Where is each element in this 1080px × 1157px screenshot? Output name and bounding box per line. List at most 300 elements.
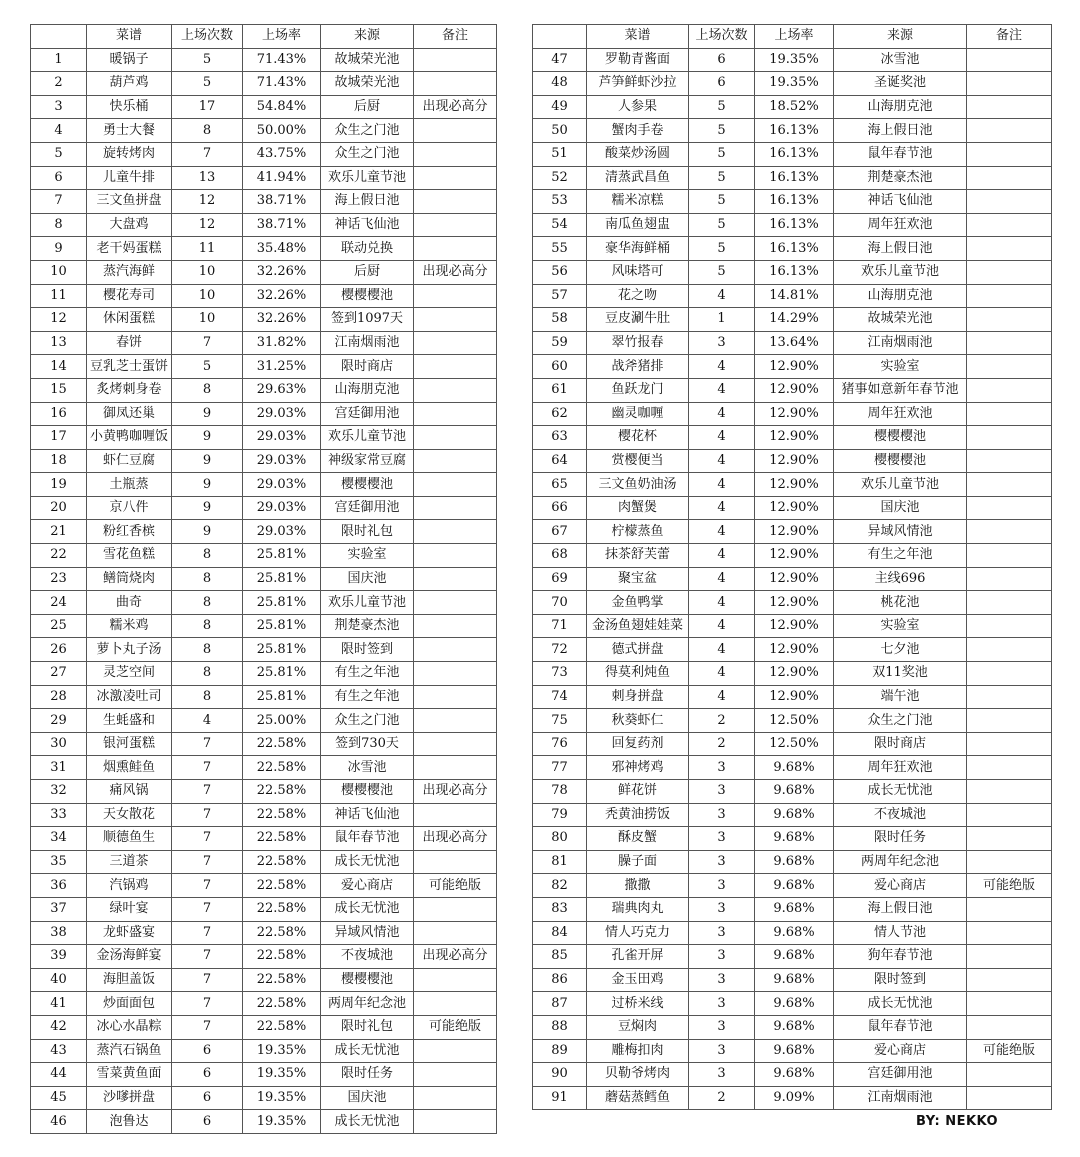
recipe-name-cell: 邪神烤鸡: [587, 756, 689, 780]
appearance-count-cell: 3: [689, 850, 755, 874]
appearance-count-cell: 4: [689, 591, 755, 615]
source-cell: 江南烟雨池: [321, 331, 414, 355]
index-cell: 43: [31, 1039, 87, 1063]
note-cell: [414, 166, 497, 190]
table-row: [31, 473, 497, 497]
index-cell: 5: [31, 142, 87, 166]
appearance-count-cell: 12: [172, 190, 243, 214]
appearance-rate-cell: 16.13%: [755, 166, 834, 190]
table-row: [31, 897, 497, 921]
source-cell: 海上假日池: [321, 190, 414, 214]
source-cell: 冰雪池: [321, 756, 414, 780]
appearance-rate-cell: 22.58%: [243, 897, 321, 921]
appearance-rate-cell: 9.68%: [755, 1063, 834, 1087]
note-cell: [967, 638, 1052, 662]
recipe-name-cell: 休闲蛋糕: [87, 308, 172, 332]
source-cell: 海上假日池: [834, 897, 967, 921]
note-cell: [414, 119, 497, 143]
source-cell: 异域风情池: [834, 520, 967, 544]
note-cell: [967, 142, 1052, 166]
table-row: [31, 142, 497, 166]
column-header: 来源: [321, 25, 414, 49]
index-cell: 91: [533, 1086, 587, 1110]
source-cell: 主线696: [834, 567, 967, 591]
source-cell: 七夕池: [834, 638, 967, 662]
index-cell: 69: [533, 567, 587, 591]
appearance-count-cell: 4: [689, 355, 755, 379]
index-cell: 57: [533, 284, 587, 308]
source-cell: 国庆池: [834, 496, 967, 520]
appearance-rate-cell: 19.35%: [243, 1063, 321, 1087]
note-cell: [414, 331, 497, 355]
note-cell: [967, 237, 1052, 261]
appearance-count-cell: 6: [172, 1086, 243, 1110]
index-cell: 67: [533, 520, 587, 544]
recipe-name-cell: 芦笋鲜虾沙拉: [587, 72, 689, 96]
note-cell: [414, 355, 497, 379]
appearance-count-cell: 4: [689, 685, 755, 709]
source-cell: 故城荣光池: [321, 48, 414, 72]
index-cell: 58: [533, 308, 587, 332]
appearance-count-cell: 2: [689, 732, 755, 756]
appearance-count-cell: 4: [689, 426, 755, 450]
index-cell: 84: [533, 921, 587, 945]
index-cell: 10: [31, 260, 87, 284]
index-cell: 26: [31, 638, 87, 662]
table-row: [533, 426, 1052, 450]
index-cell: 74: [533, 685, 587, 709]
table-row: [533, 473, 1052, 497]
recipe-name-cell: 鲜花饼: [587, 780, 689, 804]
recipe-name-cell: 清蒸武昌鱼: [587, 166, 689, 190]
source-cell: 实验室: [834, 614, 967, 638]
source-cell: 不夜城池: [321, 945, 414, 969]
index-cell: 62: [533, 402, 587, 426]
table-row: [31, 544, 497, 568]
recipe-name-cell: 柠檬蒸鱼: [587, 520, 689, 544]
appearance-count-cell: 5: [689, 166, 755, 190]
appearance-rate-cell: 12.90%: [755, 544, 834, 568]
source-cell: 爱心商店: [834, 1039, 967, 1063]
appearance-rate-cell: 35.48%: [243, 237, 321, 261]
source-cell: 狗年春节池: [834, 945, 967, 969]
source-cell: 荆楚豪杰池: [834, 166, 967, 190]
recipe-name-cell: 樱花杯: [587, 426, 689, 450]
recipe-name-cell: 德式拼盘: [587, 638, 689, 662]
appearance-rate-cell: 16.13%: [755, 237, 834, 261]
recipe-name-cell: 秋葵虾仁: [587, 709, 689, 733]
recipe-name-cell: 孔雀开屏: [587, 945, 689, 969]
recipe-name-cell: 聚宝盆: [587, 567, 689, 591]
index-cell: 27: [31, 662, 87, 686]
note-cell: [967, 331, 1052, 355]
recipe-name-cell: 雪菜黄鱼面: [87, 1063, 172, 1087]
index-cell: 88: [533, 1015, 587, 1039]
appearance-rate-cell: 22.58%: [243, 827, 321, 851]
appearance-count-cell: 5: [689, 142, 755, 166]
recipe-name-cell: 海胆盖饭: [87, 968, 172, 992]
index-cell: 20: [31, 496, 87, 520]
appearance-rate-cell: 32.26%: [243, 284, 321, 308]
table-row: [533, 685, 1052, 709]
table-row: [31, 308, 497, 332]
note-cell: [967, 591, 1052, 615]
index-cell: 75: [533, 709, 587, 733]
recipe-table-right: [532, 24, 1052, 1110]
index-cell: 90: [533, 1063, 587, 1087]
source-cell: 成长无忧池: [321, 1039, 414, 1063]
source-cell: 后厨: [321, 260, 414, 284]
source-cell: 欢乐儿童节池: [321, 426, 414, 450]
table-row: [533, 591, 1052, 615]
note-cell: 出现必高分: [414, 95, 497, 119]
appearance-rate-cell: 9.68%: [755, 850, 834, 874]
index-cell: 39: [31, 945, 87, 969]
table-row: [533, 449, 1052, 473]
index-cell: 14: [31, 355, 87, 379]
note-cell: [967, 1086, 1052, 1110]
appearance-count-cell: 5: [689, 260, 755, 284]
source-cell: 两周年纪念池: [321, 992, 414, 1016]
source-cell: 周年狂欢池: [834, 402, 967, 426]
appearance-rate-cell: 22.58%: [243, 945, 321, 969]
table-row: [533, 544, 1052, 568]
appearance-rate-cell: 12.90%: [755, 449, 834, 473]
recipe-name-cell: 小黄鸭咖喱饭: [87, 426, 172, 450]
source-cell: 成长无忧池: [834, 780, 967, 804]
appearance-rate-cell: 12.90%: [755, 591, 834, 615]
appearance-count-cell: 5: [172, 355, 243, 379]
column-header: 上场次数: [172, 25, 243, 49]
source-cell: 江南烟雨池: [834, 1086, 967, 1110]
source-cell: 限时签到: [834, 968, 967, 992]
index-cell: 18: [31, 449, 87, 473]
appearance-count-cell: 4: [689, 378, 755, 402]
note-cell: 出现必高分: [414, 827, 497, 851]
table-row: [533, 897, 1052, 921]
note-cell: [967, 850, 1052, 874]
appearance-rate-cell: 12.90%: [755, 638, 834, 662]
table-row: [31, 402, 497, 426]
table-row: [31, 190, 497, 214]
index-cell: 73: [533, 662, 587, 686]
appearance-count-cell: 6: [172, 1110, 243, 1134]
index-cell: 29: [31, 709, 87, 733]
note-cell: [967, 95, 1052, 119]
note-cell: [414, 190, 497, 214]
note-cell: [967, 473, 1052, 497]
recipe-name-cell: 绿叶宴: [87, 897, 172, 921]
recipe-name-cell: 酸菜炒汤圆: [587, 142, 689, 166]
note-cell: [414, 520, 497, 544]
note-cell: [967, 402, 1052, 426]
source-cell: 神话飞仙池: [321, 213, 414, 237]
source-cell: 鼠年春节池: [834, 1015, 967, 1039]
index-cell: 46: [31, 1110, 87, 1134]
index-cell: 6: [31, 166, 87, 190]
appearance-count-cell: 9: [172, 426, 243, 450]
appearance-count-cell: 7: [172, 780, 243, 804]
appearance-rate-cell: 41.94%: [243, 166, 321, 190]
source-cell: 海上假日池: [834, 237, 967, 261]
recipe-name-cell: 赏樱便当: [587, 449, 689, 473]
source-cell: 故城荣光池: [321, 72, 414, 96]
source-cell: 联动兑换: [321, 237, 414, 261]
source-cell: 成长无忧池: [321, 850, 414, 874]
table-row: [31, 284, 497, 308]
source-cell: 成长无忧池: [321, 1110, 414, 1134]
appearance-rate-cell: 9.68%: [755, 827, 834, 851]
table-row: [533, 1086, 1052, 1110]
appearance-rate-cell: 9.68%: [755, 992, 834, 1016]
index-cell: 44: [31, 1063, 87, 1087]
recipe-name-cell: 回复药剂: [587, 732, 689, 756]
source-cell: 国庆池: [321, 1086, 414, 1110]
appearance-count-cell: 6: [689, 48, 755, 72]
appearance-count-cell: 3: [689, 945, 755, 969]
recipe-name-cell: 糯米凉糕: [587, 190, 689, 214]
table-row: [533, 402, 1052, 426]
column-header: [533, 25, 587, 49]
appearance-rate-cell: 38.71%: [243, 213, 321, 237]
source-cell: 桃花池: [834, 591, 967, 615]
table-row: [533, 992, 1052, 1016]
appearance-rate-cell: 19.35%: [755, 48, 834, 72]
recipe-name-cell: 蒸汽海鲜: [87, 260, 172, 284]
appearance-count-cell: 7: [172, 142, 243, 166]
note-cell: [414, 426, 497, 450]
index-cell: 23: [31, 567, 87, 591]
source-cell: 樱樱樱池: [321, 284, 414, 308]
note-cell: [414, 142, 497, 166]
appearance-rate-cell: 25.81%: [243, 662, 321, 686]
appearance-rate-cell: 25.81%: [243, 614, 321, 638]
note-cell: 可能绝版: [414, 1015, 497, 1039]
note-cell: 可能绝版: [967, 1039, 1052, 1063]
note-cell: [414, 213, 497, 237]
recipe-name-cell: 烟熏鲑鱼: [87, 756, 172, 780]
note-cell: [967, 803, 1052, 827]
source-cell: 实验室: [834, 355, 967, 379]
appearance-count-cell: 6: [172, 1063, 243, 1087]
index-cell: 77: [533, 756, 587, 780]
source-cell: 神级家常豆腐: [321, 449, 414, 473]
appearance-count-cell: 7: [172, 850, 243, 874]
note-cell: [967, 732, 1052, 756]
recipe-name-cell: 人参果: [587, 95, 689, 119]
appearance-rate-cell: 22.58%: [243, 850, 321, 874]
appearance-rate-cell: 38.71%: [243, 190, 321, 214]
recipe-name-cell: 快乐桶: [87, 95, 172, 119]
recipe-name-cell: 银河蛋糕: [87, 732, 172, 756]
appearance-count-cell: 9: [172, 473, 243, 497]
table-row: [533, 166, 1052, 190]
appearance-count-cell: 5: [172, 48, 243, 72]
source-cell: 鼠年春节池: [321, 827, 414, 851]
note-cell: [414, 1039, 497, 1063]
source-cell: 众生之门池: [321, 709, 414, 733]
source-cell: 宫廷御用池: [321, 496, 414, 520]
note-cell: [967, 685, 1052, 709]
note-cell: [414, 284, 497, 308]
recipe-name-cell: 勇士大餐: [87, 119, 172, 143]
appearance-count-cell: 9: [172, 449, 243, 473]
appearance-count-cell: 4: [689, 449, 755, 473]
recipe-name-cell: 炒面面包: [87, 992, 172, 1016]
source-cell: 樱樱樱池: [321, 780, 414, 804]
appearance-count-cell: 7: [172, 968, 243, 992]
appearance-rate-cell: 22.58%: [243, 968, 321, 992]
index-cell: 55: [533, 237, 587, 261]
source-cell: 樱樱樱池: [321, 968, 414, 992]
recipe-name-cell: 大盘鸡: [87, 213, 172, 237]
table-row: [533, 662, 1052, 686]
index-cell: 78: [533, 780, 587, 804]
note-cell: 出现必高分: [414, 260, 497, 284]
appearance-rate-cell: 12.90%: [755, 426, 834, 450]
note-cell: [414, 638, 497, 662]
recipe-name-cell: 京八件: [87, 496, 172, 520]
appearance-rate-cell: 13.64%: [755, 331, 834, 355]
source-cell: 欢乐儿童节池: [321, 591, 414, 615]
recipe-name-cell: 金汤海鲜宴: [87, 945, 172, 969]
source-cell: 神话飞仙池: [321, 803, 414, 827]
appearance-rate-cell: 9.68%: [755, 945, 834, 969]
table-row: [533, 213, 1052, 237]
appearance-rate-cell: 12.90%: [755, 614, 834, 638]
note-cell: [967, 756, 1052, 780]
appearance-count-cell: 8: [172, 119, 243, 143]
note-cell: 可能绝版: [967, 874, 1052, 898]
column-header: 上场次数: [689, 25, 755, 49]
index-cell: 76: [533, 732, 587, 756]
note-cell: [414, 803, 497, 827]
recipe-name-cell: 粉红香槟: [87, 520, 172, 544]
table-row: [31, 1015, 497, 1039]
appearance-rate-cell: 25.81%: [243, 638, 321, 662]
table-row: [31, 331, 497, 355]
recipe-name-cell: 南瓜鱼翅盅: [587, 213, 689, 237]
appearance-rate-cell: 22.58%: [243, 1015, 321, 1039]
index-cell: 60: [533, 355, 587, 379]
source-cell: 情人节池: [834, 921, 967, 945]
appearance-rate-cell: 9.68%: [755, 874, 834, 898]
appearance-count-cell: 4: [172, 709, 243, 733]
table-row: [533, 72, 1052, 96]
appearance-count-cell: 12: [172, 213, 243, 237]
note-cell: [967, 520, 1052, 544]
appearance-count-cell: 3: [689, 827, 755, 851]
appearance-count-cell: 5: [689, 95, 755, 119]
appearance-count-cell: 3: [689, 803, 755, 827]
source-cell: 欢乐儿童节池: [834, 260, 967, 284]
table-row: [31, 1086, 497, 1110]
recipe-name-cell: 炙烤刺身卷: [87, 378, 172, 402]
note-cell: [967, 378, 1052, 402]
author-credit: BY: NEKKO: [916, 1114, 999, 1129]
note-cell: [414, 591, 497, 615]
appearance-count-cell: 5: [689, 119, 755, 143]
appearance-count-cell: 4: [689, 473, 755, 497]
recipe-name-cell: 旋转烤肉: [87, 142, 172, 166]
appearance-count-cell: 4: [689, 614, 755, 638]
appearance-rate-cell: 12.50%: [755, 709, 834, 733]
note-cell: [414, 992, 497, 1016]
appearance-rate-cell: 19.35%: [755, 72, 834, 96]
recipe-name-cell: 酥皮蟹: [587, 827, 689, 851]
source-cell: 周年狂欢池: [834, 756, 967, 780]
note-cell: [967, 567, 1052, 591]
recipe-name-cell: 三文鱼拼盘: [87, 190, 172, 214]
table-row: [533, 874, 1052, 898]
appearance-rate-cell: 32.26%: [243, 260, 321, 284]
appearance-rate-cell: 19.35%: [243, 1039, 321, 1063]
recipe-name-cell: 老干妈蛋糕: [87, 237, 172, 261]
table-row: [533, 496, 1052, 520]
table-row: [533, 378, 1052, 402]
appearance-count-cell: 3: [689, 897, 755, 921]
source-cell: 国庆池: [321, 567, 414, 591]
index-cell: 30: [31, 732, 87, 756]
recipe-name-cell: 得莫利炖鱼: [587, 662, 689, 686]
source-cell: 圣诞奖池: [834, 72, 967, 96]
appearance-count-cell: 10: [172, 284, 243, 308]
appearance-count-cell: 5: [689, 237, 755, 261]
index-cell: 3: [31, 95, 87, 119]
source-cell: 端午池: [834, 685, 967, 709]
appearance-rate-cell: 18.52%: [755, 95, 834, 119]
source-cell: 后厨: [321, 95, 414, 119]
note-cell: [967, 897, 1052, 921]
appearance-rate-cell: 29.03%: [243, 426, 321, 450]
note-cell: [414, 237, 497, 261]
appearance-count-cell: 4: [689, 402, 755, 426]
index-cell: 49: [533, 95, 587, 119]
appearance-rate-cell: 54.84%: [243, 95, 321, 119]
table-row: [31, 1039, 497, 1063]
appearance-count-cell: 3: [689, 331, 755, 355]
note-cell: [967, 968, 1052, 992]
table-row: [31, 567, 497, 591]
index-cell: 63: [533, 426, 587, 450]
index-cell: 17: [31, 426, 87, 450]
note-cell: [967, 190, 1052, 214]
index-cell: 41: [31, 992, 87, 1016]
source-cell: 限时礼包: [321, 1015, 414, 1039]
note-cell: [414, 732, 497, 756]
recipe-name-cell: 金汤鱼翅娃娃菜: [587, 614, 689, 638]
recipe-name-cell: 抹茶舒芙蕾: [587, 544, 689, 568]
table-row: [31, 803, 497, 827]
appearance-count-cell: 10: [172, 260, 243, 284]
appearance-rate-cell: 25.81%: [243, 544, 321, 568]
appearance-rate-cell: 29.03%: [243, 449, 321, 473]
source-cell: 山海朋克池: [321, 378, 414, 402]
appearance-rate-cell: 50.00%: [243, 119, 321, 143]
appearance-count-cell: 3: [689, 780, 755, 804]
appearance-count-cell: 9: [172, 520, 243, 544]
appearance-rate-cell: 9.09%: [755, 1086, 834, 1110]
index-cell: 12: [31, 308, 87, 332]
appearance-rate-cell: 12.90%: [755, 520, 834, 544]
table-row: [31, 709, 497, 733]
appearance-rate-cell: 19.35%: [243, 1110, 321, 1134]
recipe-name-cell: 翠竹报春: [587, 331, 689, 355]
index-cell: 56: [533, 260, 587, 284]
source-cell: 樱樱樱池: [321, 473, 414, 497]
source-cell: 周年狂欢池: [834, 213, 967, 237]
appearance-rate-cell: 29.63%: [243, 378, 321, 402]
